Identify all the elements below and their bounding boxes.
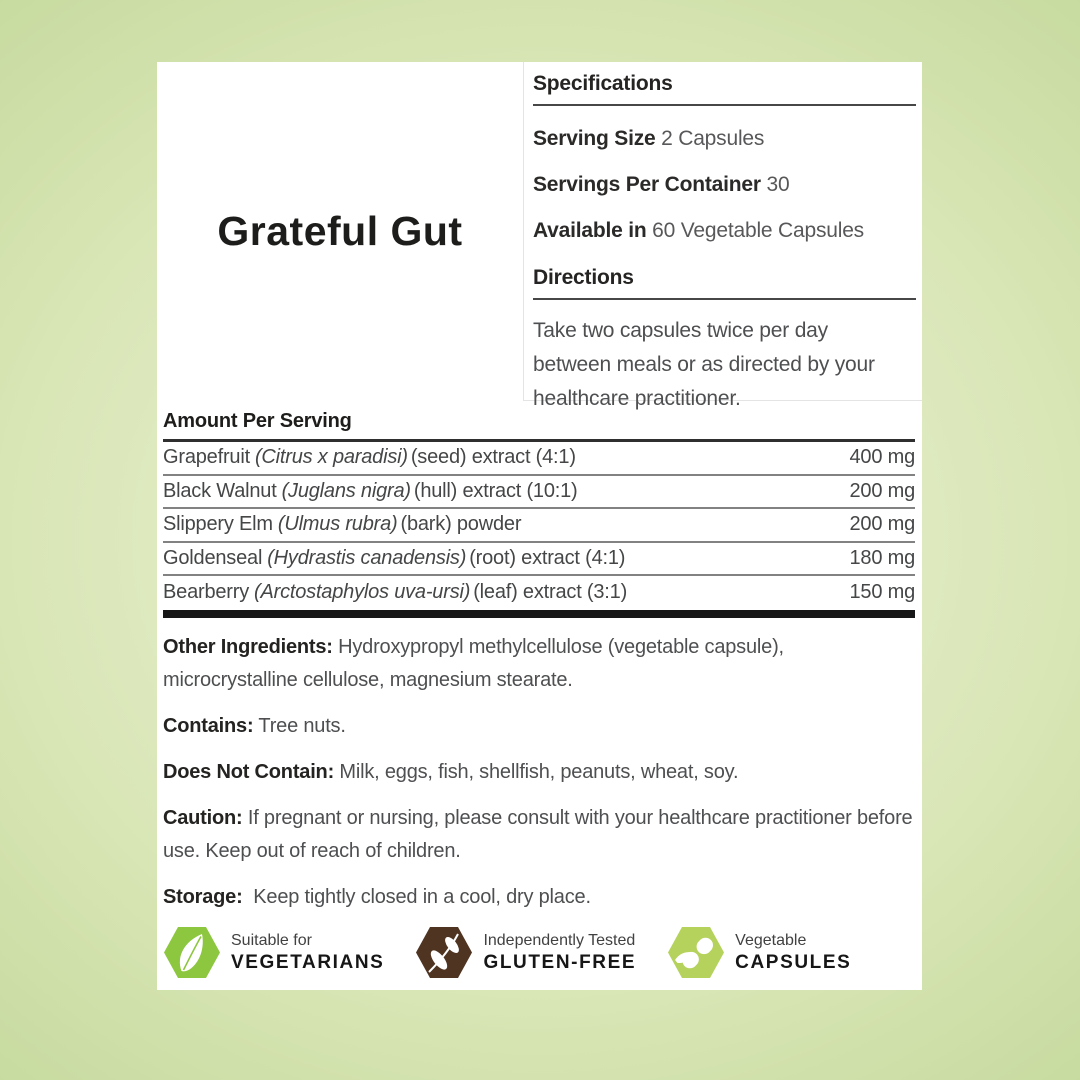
ingredient-detail: (bark) powder xyxy=(400,513,522,536)
amount-per-serving-heading: Amount Per Serving xyxy=(163,410,352,432)
ingredient-amount: 200 mg xyxy=(849,513,915,536)
does-not-contain-section xyxy=(163,756,913,789)
spec-label: Servings Per Container xyxy=(533,173,761,196)
gluten-free-badge xyxy=(414,925,636,980)
ingredient-detail: (root) extract (4:1) xyxy=(469,546,626,569)
ingredient-row xyxy=(163,442,915,476)
directions-text: Take two capsules twice per day between meals or as directed by your healthcare practitioner. xyxy=(533,319,875,410)
badge-text xyxy=(483,931,636,974)
section-label: Does Not Contain: xyxy=(163,760,335,783)
section-text: If pregnant or nursing, please consult with your healthcare practitioner before use. Keep out of reach of children. xyxy=(163,806,913,862)
vegetable-capsules-badge xyxy=(666,925,851,980)
wheat-icon xyxy=(414,925,474,980)
ingredient-latin-name: (Citrus x paradisi) xyxy=(254,446,408,469)
ingredient-amount: 150 mg xyxy=(849,581,915,604)
ingredient-latin-name: (Juglans nigra) xyxy=(281,479,411,502)
facts-end-bar xyxy=(163,610,915,618)
leaf-icon xyxy=(162,925,222,980)
ingredient-name xyxy=(163,480,578,503)
section-label: Other Ingredients: xyxy=(163,635,333,658)
product-title: Grateful Gut xyxy=(217,208,463,254)
ingredient-latin-name: (Arctostaphylos uva-ursi) xyxy=(254,581,471,604)
brand-panel xyxy=(157,62,523,401)
ingredient-name xyxy=(163,513,521,536)
upper-section xyxy=(157,62,922,410)
spec-label: Available in xyxy=(533,219,647,242)
badge-subtitle: Independently Tested xyxy=(483,931,636,949)
badge-text xyxy=(735,931,851,974)
section-label: Contains: xyxy=(163,714,254,737)
specifications-panel xyxy=(523,62,922,410)
badge-title: CAPSULES xyxy=(735,951,852,973)
ingredient-common-name: Slippery Elm xyxy=(163,513,273,536)
badge-title: GLUTEN-FREE xyxy=(483,951,637,973)
ingredient-common-name: Bearberry xyxy=(163,581,250,604)
badge-title: VEGETARIANS xyxy=(231,951,385,973)
ingredient-name xyxy=(163,581,627,604)
badge-subtitle: Vegetable xyxy=(735,931,807,949)
spec-value: 30 xyxy=(766,173,790,196)
ingredient-row xyxy=(163,476,915,510)
other-ingredients-section xyxy=(163,631,913,697)
section-text: Keep tightly closed in a cool, dry place. xyxy=(253,885,591,908)
ingredient-amount: 400 mg xyxy=(849,446,915,469)
info-sections xyxy=(157,631,922,914)
vegetarians-badge xyxy=(162,925,384,980)
specifications-heading: Specifications xyxy=(533,72,673,95)
spec-row-available-in xyxy=(533,218,916,244)
section-text: Tree nuts. xyxy=(258,714,346,737)
ingredient-common-name: Grapefruit xyxy=(163,446,250,469)
ingredient-row xyxy=(163,509,915,543)
ingredient-detail: (seed) extract (4:1) xyxy=(410,446,576,469)
ingredient-row xyxy=(163,543,915,577)
caution-section xyxy=(163,802,913,868)
ingredient-row xyxy=(163,576,915,610)
ingredient-amount: 200 mg xyxy=(849,479,915,502)
section-label: Caution: xyxy=(163,806,243,829)
spec-value: 60 Vegetable Capsules xyxy=(652,219,864,242)
ingredient-latin-name: (Ulmus rubra) xyxy=(277,513,398,536)
ingredient-name xyxy=(163,547,625,570)
storage-section xyxy=(163,881,913,914)
product-label-card xyxy=(157,62,922,990)
section-text: Milk, eggs, fish, shellfish, peanuts, wheat, soy. xyxy=(339,760,739,783)
section-text: Hydroxypropyl methylcellulose (vegetable capsule), microcrystalline cellulose, magnesium stearate. xyxy=(163,635,784,691)
directions-divider xyxy=(533,298,916,300)
supplement-facts xyxy=(157,409,922,618)
badge-text xyxy=(231,931,384,974)
ingredient-name xyxy=(163,446,576,469)
ingredient-common-name: Goldenseal xyxy=(163,546,263,569)
spec-row-serving-size xyxy=(533,126,916,152)
directions-heading: Directions xyxy=(533,266,634,289)
spec-label: Serving Size xyxy=(533,127,656,150)
ingredient-latin-name: (Hydrastis canadensis) xyxy=(267,546,467,569)
spec-value: 2 Capsules xyxy=(661,127,765,150)
ingredient-amount: 180 mg xyxy=(849,546,915,569)
badge-subtitle: Suitable for xyxy=(231,931,312,949)
ingredient-detail: (leaf) extract (3:1) xyxy=(473,581,628,604)
ingredient-detail: (hull) extract (10:1) xyxy=(413,479,578,502)
certification-badges xyxy=(157,925,922,980)
capsule-icon xyxy=(666,925,726,980)
contains-section xyxy=(163,710,913,743)
ingredient-common-name: Black Walnut xyxy=(163,479,277,502)
specifications-divider xyxy=(533,104,916,106)
spec-row-servings-per-container xyxy=(533,172,916,198)
section-label: Storage: xyxy=(163,885,243,908)
